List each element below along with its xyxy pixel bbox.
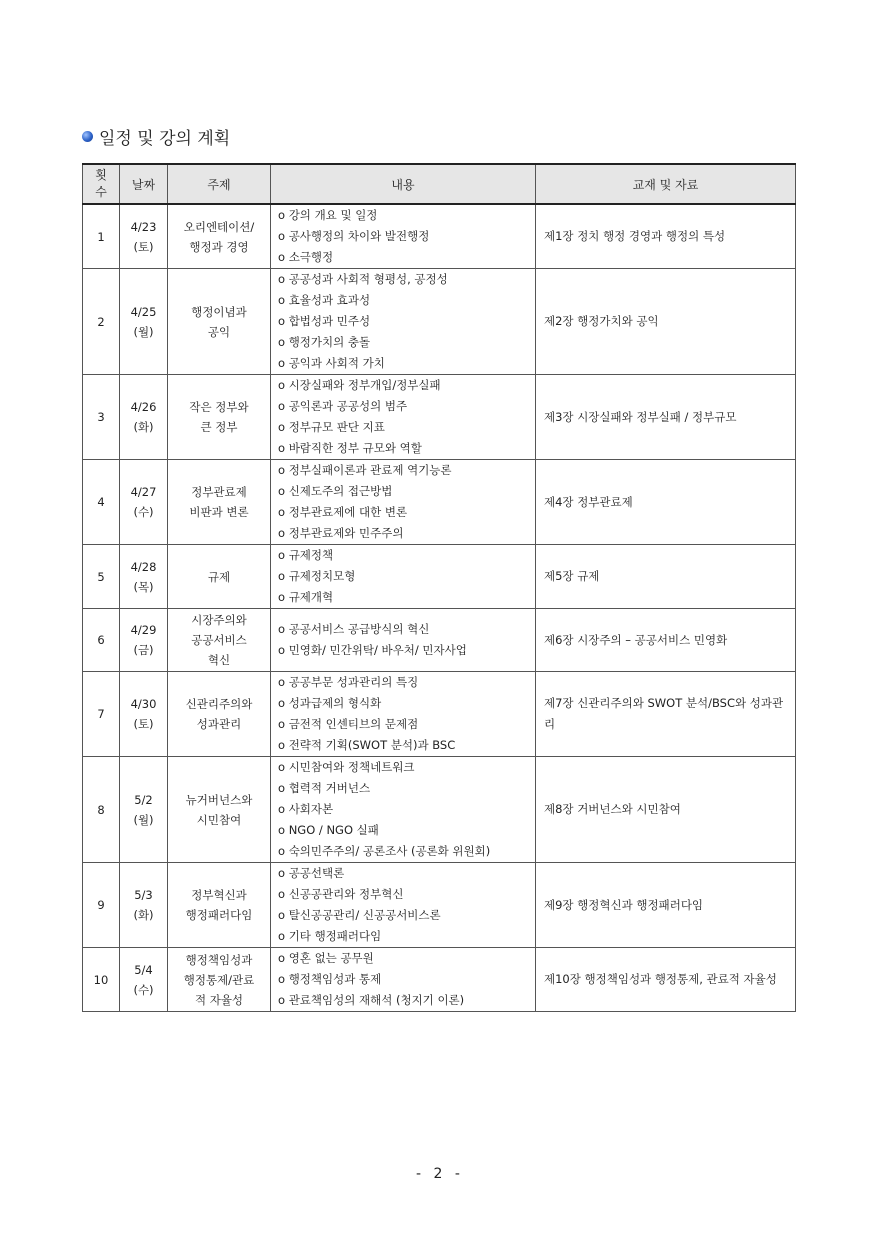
row-material: 제2장 행정가치와 공익 [536, 269, 796, 375]
row-topic-line: 오리엔테이션/ [183, 219, 255, 234]
content-item: o NGO / NGO 실패 [278, 823, 379, 837]
row-topic-line: 혁신 [207, 653, 231, 667]
row-content [271, 375, 536, 460]
table-row [83, 672, 796, 757]
row-topic-line: 정부혁신과 [191, 888, 247, 902]
content-item: o 공공부문 성과관리의 특징 [278, 675, 419, 689]
content-item: o 공익과 사회적 가치 [278, 356, 385, 370]
row-topic-line: 큰 정부 [200, 420, 238, 434]
content-item: o 공공서비스 공급방식의 혁신 [278, 622, 430, 636]
content-item: o 강의 개요 및 일정 [278, 208, 378, 222]
row-content [271, 545, 536, 609]
content-item: o 기타 행정패러다임 [278, 929, 382, 943]
row-number: 10 [83, 948, 120, 1012]
row-topic [168, 375, 271, 460]
content-item: o 공공선택론 [278, 866, 345, 880]
content-list [278, 269, 535, 374]
content-item: o 소극행정 [278, 250, 334, 264]
row-date-line1: 4/28 [130, 559, 157, 574]
content-item: o 효율성과 효과성 [278, 293, 371, 307]
table-row [83, 545, 796, 609]
table-row [83, 948, 796, 1012]
row-date-line2: (토) [133, 239, 154, 254]
content-item: o 민영화/ 민간위탁/ 바우처/ 민자사업 [278, 643, 467, 657]
table-body [83, 204, 796, 1012]
content-item: o 정부관료제와 민주주의 [278, 526, 404, 540]
row-material: 제10장 행정책임성과 행정통제, 관료적 자율성 [536, 948, 796, 1012]
row-date [120, 269, 168, 375]
row-number: 2 [83, 269, 120, 375]
row-date-line2: (토) [133, 717, 154, 731]
row-date [120, 375, 168, 460]
row-date [120, 609, 168, 672]
row-topic-line: 성과관리 [196, 717, 242, 731]
row-date [120, 545, 168, 609]
content-item: o 바람직한 정부 규모와 역할 [278, 441, 422, 455]
row-topic-line: 비판과 변론 [189, 505, 249, 519]
content-item: o 사회자본 [278, 802, 334, 816]
content-list [278, 948, 535, 1011]
row-topic [168, 545, 271, 609]
row-topic-line: 행정과 경영 [189, 239, 249, 254]
row-topic [168, 672, 271, 757]
row-topic-line: 규제 [207, 569, 231, 584]
content-item: o 성과급제의 형식화 [278, 696, 382, 710]
row-number: 1 [83, 204, 120, 269]
header-material: 교재 및 자료 [536, 164, 796, 204]
row-topic-line: 행정통제/관료 [183, 972, 255, 987]
content-item: o 정부관료제에 대한 변론 [278, 505, 408, 519]
row-date-line1: 4/25 [130, 304, 157, 319]
row-topic [168, 863, 271, 948]
row-topic [168, 460, 271, 545]
row-date-line2: (화) [133, 420, 154, 434]
row-date [120, 948, 168, 1012]
table-header-row [83, 164, 796, 204]
table-row [83, 609, 796, 672]
content-item: o 시장실패와 정부개입/정부실패 [278, 378, 441, 392]
row-date-line1: 5/3 [134, 888, 153, 902]
row-topic-line: 행정이념과 [191, 304, 247, 319]
header-content: 내용 [271, 164, 536, 204]
row-material: 제7장 신관리주의와 SWOT 분석/BSC와 성과관리 [536, 672, 796, 757]
row-date-line2: (수) [133, 982, 154, 997]
bullet-icon [82, 131, 93, 142]
table-row [83, 757, 796, 863]
row-content [271, 269, 536, 375]
row-material: 제4장 정부관료제 [536, 460, 796, 545]
row-topic-line: 행정패러다임 [185, 908, 253, 922]
row-material: 제3장 시장실패와 정부실패 / 정부규모 [536, 375, 796, 460]
row-date [120, 672, 168, 757]
content-list [278, 863, 535, 947]
content-item: o 규제개혁 [278, 590, 334, 604]
content-item: o 공익론과 공공성의 범주 [278, 399, 408, 413]
header-number-line1: 횟 [95, 168, 107, 182]
content-list [278, 460, 535, 544]
header-number [83, 164, 120, 204]
row-date-line2: (월) [133, 324, 154, 339]
table-row [83, 269, 796, 375]
header-date: 날짜 [120, 164, 168, 204]
content-list [278, 619, 535, 661]
row-topic [168, 609, 271, 672]
content-list [278, 757, 535, 862]
row-topic-line: 적 자율성 [194, 992, 244, 1007]
row-number: 4 [83, 460, 120, 545]
section-heading [82, 124, 230, 149]
row-date-line1: 5/4 [134, 962, 153, 977]
row-date-line2: (금) [133, 643, 154, 657]
table-row [83, 863, 796, 948]
header-topic: 주제 [168, 164, 271, 204]
content-item: o 신공공관리와 정부혁신 [278, 887, 404, 901]
row-topic-line: 시장주의와 [191, 613, 247, 627]
content-item: o 영혼 없는 공무원 [278, 951, 374, 965]
row-material: 제6장 시장주의 – 공공서비스 민영화 [536, 609, 796, 672]
row-material: 제1장 정치 행정 경영과 행정의 특성 [536, 204, 796, 269]
row-date [120, 757, 168, 863]
table-row [83, 375, 796, 460]
row-topic-line: 시민참여 [196, 812, 242, 827]
content-item: o 숙의민주주의/ 공론조사 (공론화 위원회) [278, 844, 491, 858]
row-date-line1: 4/23 [130, 219, 157, 234]
content-item: o 행정책임성과 통제 [278, 972, 382, 986]
table-row [83, 204, 796, 269]
row-material: 제8장 거버넌스와 시민참여 [536, 757, 796, 863]
row-topic-line: 신관리주의와 [185, 697, 253, 711]
content-list [278, 375, 535, 459]
row-topic-line: 공공서비스 [191, 633, 247, 647]
content-item: o 공사행정의 차이와 발전행정 [278, 229, 430, 243]
content-list [278, 672, 535, 756]
row-date-line1: 4/30 [130, 697, 157, 711]
content-item: o 합법성과 민주성 [278, 314, 371, 328]
row-content [271, 672, 536, 757]
row-material: 제9장 행정혁신과 행정패러다임 [536, 863, 796, 948]
content-item: o 전략적 기획(SWOT 분석)과 BSC [278, 738, 456, 752]
row-date [120, 460, 168, 545]
row-date-line1: 4/26 [130, 400, 157, 414]
content-item: o 탈신공공관리/ 신공공서비스론 [278, 908, 441, 922]
row-number: 5 [83, 545, 120, 609]
row-number: 9 [83, 863, 120, 948]
content-list [278, 545, 535, 608]
row-date-line2: (화) [133, 908, 154, 922]
row-number: 6 [83, 609, 120, 672]
row-date [120, 204, 168, 269]
row-topic-line: 행정책임성과 [185, 952, 253, 967]
schedule-table [82, 163, 796, 1012]
row-content [271, 460, 536, 545]
row-content [271, 204, 536, 269]
page-number: - 2 - [416, 1166, 464, 1182]
content-item: o 신제도주의 접근방법 [278, 484, 393, 498]
row-date-line2: (수) [133, 505, 154, 519]
row-date [120, 863, 168, 948]
content-list [278, 205, 535, 268]
row-topic-line: 정부관료제 [191, 485, 247, 499]
table-row [83, 460, 796, 545]
row-number: 7 [83, 672, 120, 757]
content-item: o 행정가치의 충돌 [278, 335, 371, 349]
row-number: 3 [83, 375, 120, 460]
row-number: 8 [83, 757, 120, 863]
row-date-line1: 4/29 [130, 623, 157, 637]
row-topic-line: 작은 정부와 [189, 400, 249, 414]
content-item: o 공공성과 사회적 형평성, 공정성 [278, 272, 448, 286]
row-content [271, 863, 536, 948]
row-topic [168, 269, 271, 375]
row-content [271, 948, 536, 1012]
row-date-line2: (월) [133, 812, 154, 827]
row-topic [168, 948, 271, 1012]
row-topic [168, 757, 271, 863]
row-date-line1: 4/27 [130, 485, 157, 499]
row-date-line1: 5/2 [134, 792, 153, 807]
section-heading-text: 일정 및 강의 계획 [99, 129, 231, 149]
row-topic-line: 뉴거버넌스와 [185, 792, 253, 807]
content-item: o 관료책임성의 재해석 (청지기 이론) [278, 993, 465, 1007]
row-topic [168, 204, 271, 269]
header-number-line2: 수 [95, 185, 107, 199]
content-item: o 금전적 인센티브의 문제점 [278, 717, 419, 731]
row-topic-line: 공익 [207, 324, 231, 339]
content-item: o 정부실패이론과 관료제 역기능론 [278, 463, 452, 477]
row-material: 제5장 규제 [536, 545, 796, 609]
row-content [271, 757, 536, 863]
content-item: o 규제정치모형 [278, 569, 356, 583]
content-item: o 시민참여와 정책네트워크 [278, 760, 415, 774]
row-date-line2: (목) [133, 579, 154, 594]
content-item: o 규제정책 [278, 548, 334, 562]
content-item: o 정부규모 판단 지표 [278, 420, 385, 434]
content-item: o 협력적 거버넌스 [278, 781, 371, 795]
row-content [271, 609, 536, 672]
